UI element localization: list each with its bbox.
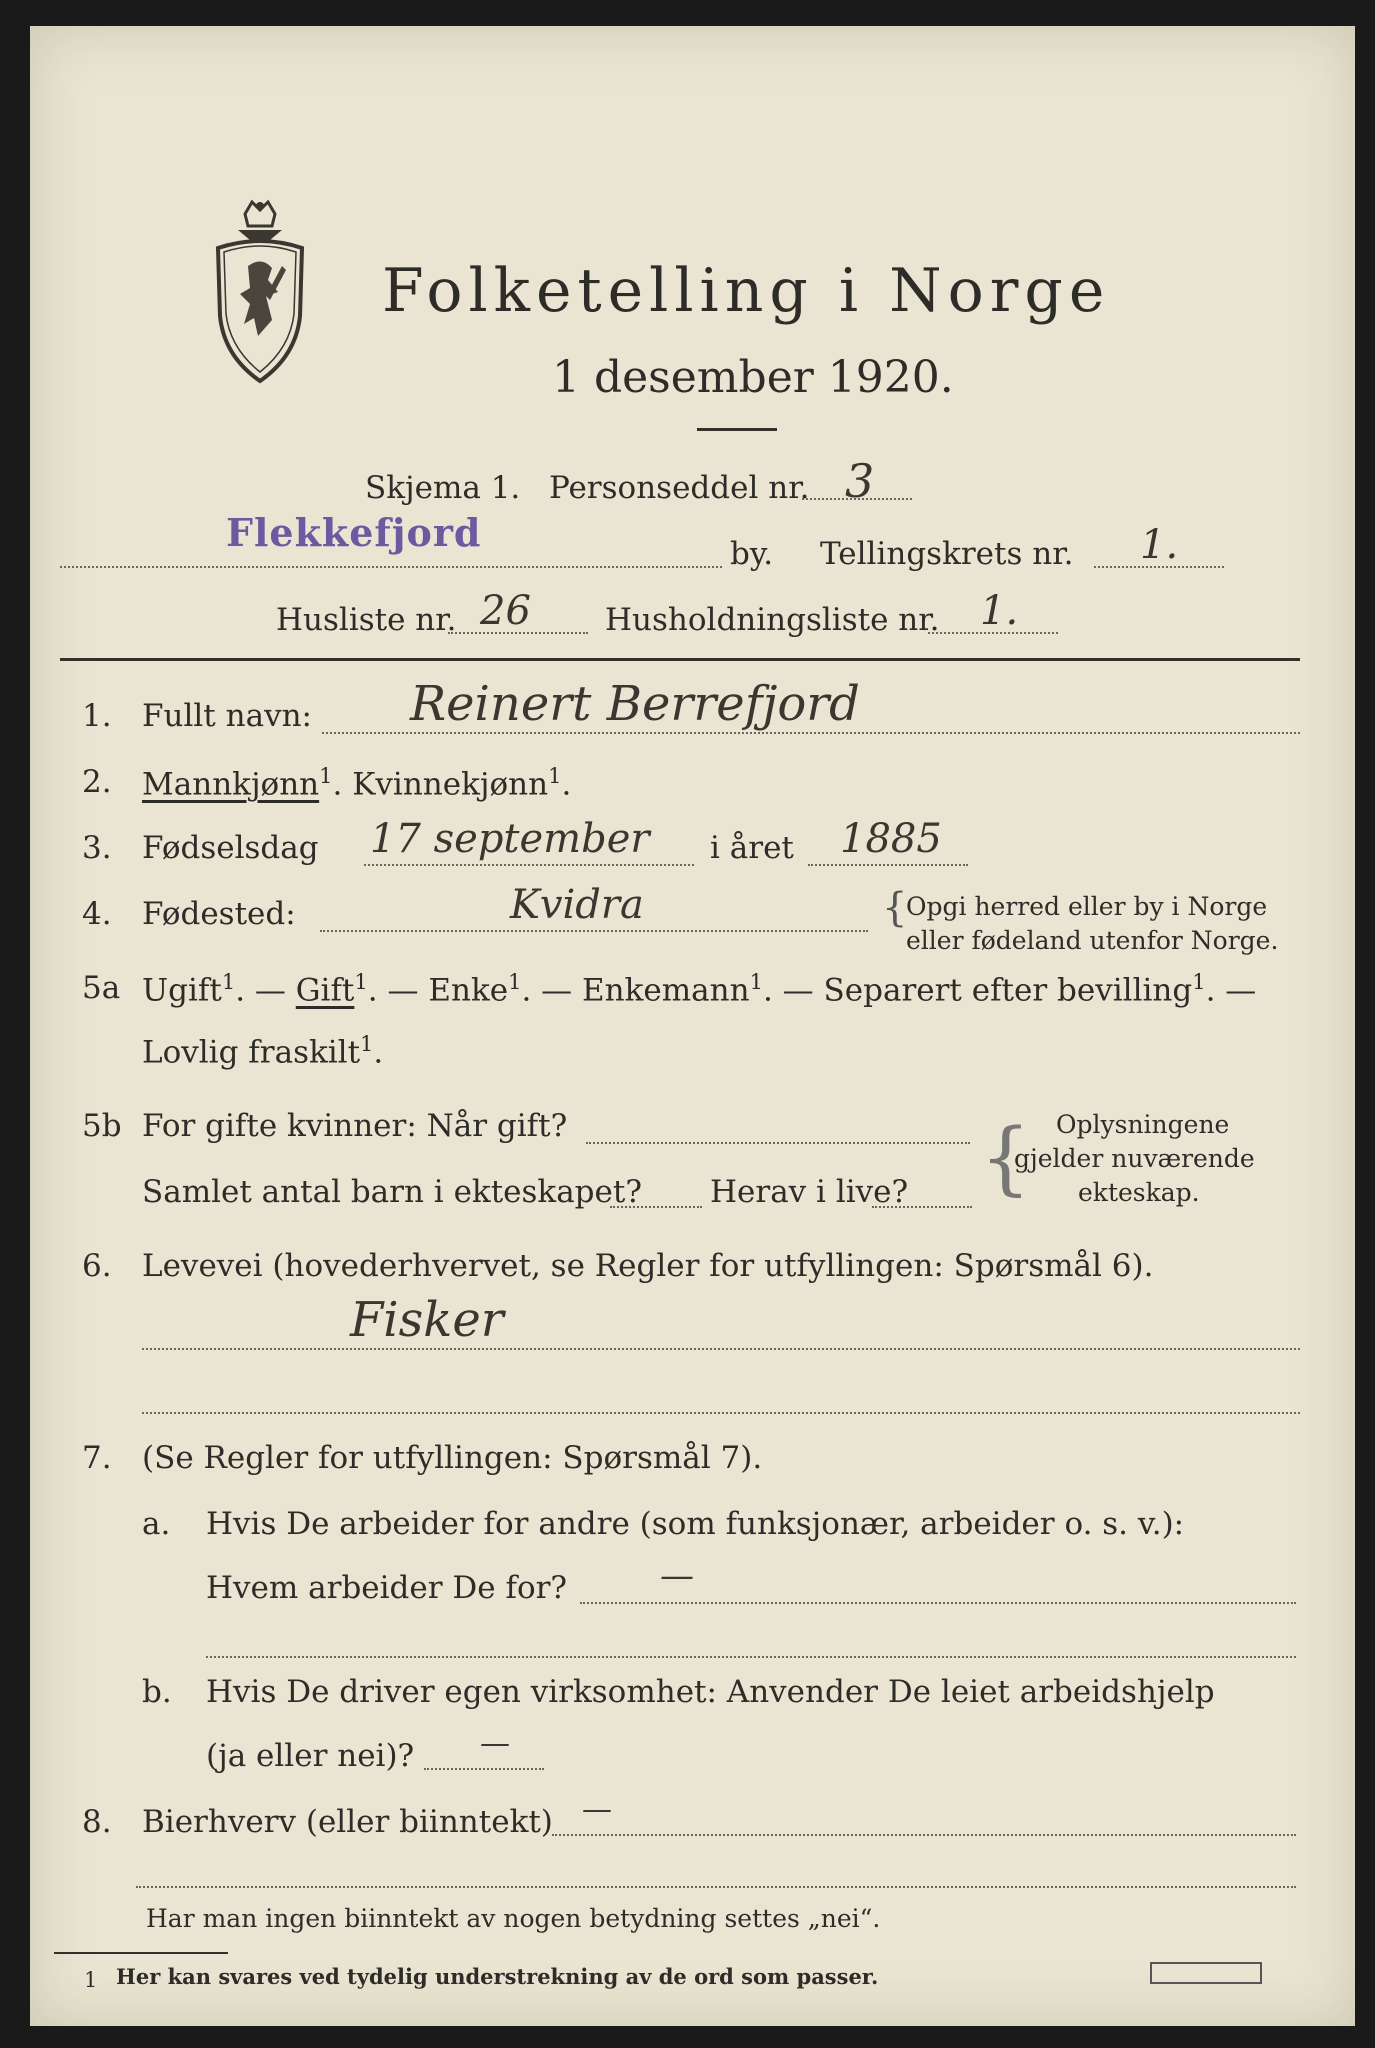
q3-number: 3. bbox=[82, 830, 112, 866]
q6-label: Levevei (hovederhvervet, se Regler for utfyllingen: Spørsmål 6). bbox=[142, 1248, 1154, 1284]
marital-fraskilt-line: Lovlig fraskilt$^1$. bbox=[142, 1032, 384, 1071]
hired-help-value[interactable]: — bbox=[480, 1726, 510, 1761]
nei-note: Har man ingen biinntekt av nogen betydning settes „nei“. bbox=[146, 1904, 881, 1933]
by-line bbox=[60, 566, 722, 568]
birthdate-value[interactable]: 17 september bbox=[370, 816, 650, 862]
year-label: i året bbox=[710, 830, 794, 866]
coat-of-arms-icon bbox=[210, 196, 310, 386]
marital-ugift[interactable]: Ugift bbox=[142, 972, 222, 1009]
q6-number: 6. bbox=[82, 1248, 112, 1284]
birthdate-line bbox=[364, 864, 694, 866]
q5b-children-label: Samlet antal barn i ekteskapet? bbox=[142, 1174, 642, 1210]
form-title: Folketelling i Norge bbox=[382, 256, 1111, 326]
by-label: by. bbox=[730, 536, 774, 572]
employer-value[interactable]: — bbox=[660, 1556, 694, 1596]
q4-note-line2: eller fødeland utenfor Norge. bbox=[906, 926, 1279, 955]
q7a-question: Hvem arbeider De for? bbox=[206, 1570, 568, 1606]
husliste-label: Husliste nr. bbox=[276, 602, 457, 638]
alive-line[interactable] bbox=[872, 1206, 972, 1208]
employer-line bbox=[580, 1602, 1296, 1604]
husliste-value[interactable]: 26 bbox=[480, 588, 531, 634]
marital-fraskilt[interactable]: Lovlig fraskilt bbox=[142, 1034, 361, 1071]
hired-help-line bbox=[424, 1768, 544, 1770]
personseddel-value[interactable]: 3 bbox=[845, 454, 875, 508]
q4-label: Fødested: bbox=[142, 896, 296, 932]
q4-note-line1: Opgi herred eller by i Norge bbox=[906, 892, 1268, 921]
q5b-number: 5b bbox=[82, 1108, 122, 1144]
birth-year-value[interactable]: 1885 bbox=[840, 816, 942, 862]
q7b-question: (ja eller nei)? bbox=[206, 1738, 415, 1774]
q7a-text: Hvis De arbeider for andre (som funksjonær, arbeider o. s. v.): bbox=[206, 1506, 1185, 1542]
q7b-letter: b. bbox=[142, 1674, 172, 1710]
side-income-value[interactable]: — bbox=[582, 1792, 612, 1827]
q4-number: 4. bbox=[82, 896, 112, 932]
q5b-note-line3: ekteskap. bbox=[1078, 1178, 1200, 1207]
children-line[interactable] bbox=[610, 1206, 702, 1208]
q5b-married-when-label: For gifte kvinner: Når gift? bbox=[142, 1108, 568, 1144]
marital-separert[interactable]: Separert efter bevilling bbox=[823, 972, 1193, 1009]
q7-number: 7. bbox=[82, 1440, 112, 1476]
q1-line bbox=[322, 732, 1300, 734]
q7a-letter: a. bbox=[142, 1506, 171, 1542]
place-stamp: Flekkefjord bbox=[226, 510, 482, 555]
q5b-brace: { bbox=[980, 1111, 1031, 1204]
skjema-label: Skjema 1. bbox=[365, 470, 521, 506]
sex-options: Mannkjønn$^1$. Kvinnekjønn$^1$. bbox=[142, 764, 572, 803]
note-brace: { bbox=[882, 885, 908, 931]
title-divider bbox=[697, 428, 777, 431]
marital-enkemann[interactable]: Enkemann bbox=[582, 972, 750, 1009]
q7b-text: Hvis De driver egen virksomhet: Anvender De leiet arbeidshjelp bbox=[206, 1674, 1215, 1710]
q3-label: Fødselsdag bbox=[142, 830, 319, 866]
birthplace-value[interactable]: Kvidra bbox=[510, 882, 644, 928]
side-income-line bbox=[552, 1834, 1296, 1836]
census-date: 1 desember 1920. bbox=[552, 352, 954, 403]
sex-male-option[interactable]: Mannkjønn bbox=[142, 766, 320, 803]
footnote-text: Her kan svares ved tydelig understrekning av de ord som passer. bbox=[116, 1964, 879, 1989]
year-line bbox=[808, 864, 968, 866]
side-income-line2 bbox=[136, 1886, 1296, 1888]
q8-number: 8. bbox=[82, 1804, 112, 1840]
occupation-value[interactable]: Fisker bbox=[350, 1292, 504, 1348]
q5b-note-line1: Oplysningene bbox=[1056, 1110, 1230, 1139]
printer-mark bbox=[1150, 1962, 1262, 1984]
husholdning-label: Husholdningsliste nr. bbox=[605, 602, 940, 638]
header-rule bbox=[60, 658, 1300, 661]
personseddel-label: Personseddel nr. bbox=[549, 470, 810, 506]
marital-options: Ugift$^1$. — Gift$^1$. — Enke$^1$. — Enkemann$^1$. — Separert efter bevilling$^1$. — bbox=[142, 970, 1257, 1009]
marital-enke[interactable]: Enke bbox=[428, 972, 509, 1009]
full-name-value[interactable]: Reinert Berrefjord bbox=[410, 676, 860, 732]
footnote-rule bbox=[54, 1952, 228, 1954]
q5a-number: 5a bbox=[82, 970, 121, 1006]
census-form bbox=[30, 26, 1355, 2026]
husholdning-value[interactable]: 1. bbox=[980, 588, 1019, 634]
tellingskrets-label: Tellingskrets nr. bbox=[820, 536, 1074, 572]
marital-gift[interactable]: Gift bbox=[295, 972, 355, 1009]
footnote-mark: 1 bbox=[84, 1968, 98, 1992]
birthplace-line bbox=[320, 930, 868, 932]
sex-female-option[interactable]: Kvinnekjønn bbox=[352, 766, 549, 803]
q5b-note-line2: gjelder nuværende bbox=[1014, 1144, 1255, 1173]
q8-label: Bierhverv (eller biinntekt) bbox=[142, 1804, 553, 1840]
q2-number: 2. bbox=[82, 764, 112, 800]
married-when-line[interactable] bbox=[586, 1142, 970, 1144]
occupation-line1 bbox=[142, 1348, 1300, 1350]
tellingskrets-value[interactable]: 1. bbox=[1140, 522, 1179, 568]
q5b-alive-label: Herav i live? bbox=[710, 1174, 909, 1210]
q1-label: Fullt navn: bbox=[142, 698, 312, 734]
occupation-line2 bbox=[142, 1412, 1300, 1414]
q7-label: (Se Regler for utfyllingen: Spørsmål 7). bbox=[142, 1440, 763, 1476]
q1-number: 1. bbox=[82, 698, 112, 734]
employer-line2 bbox=[206, 1656, 1296, 1658]
